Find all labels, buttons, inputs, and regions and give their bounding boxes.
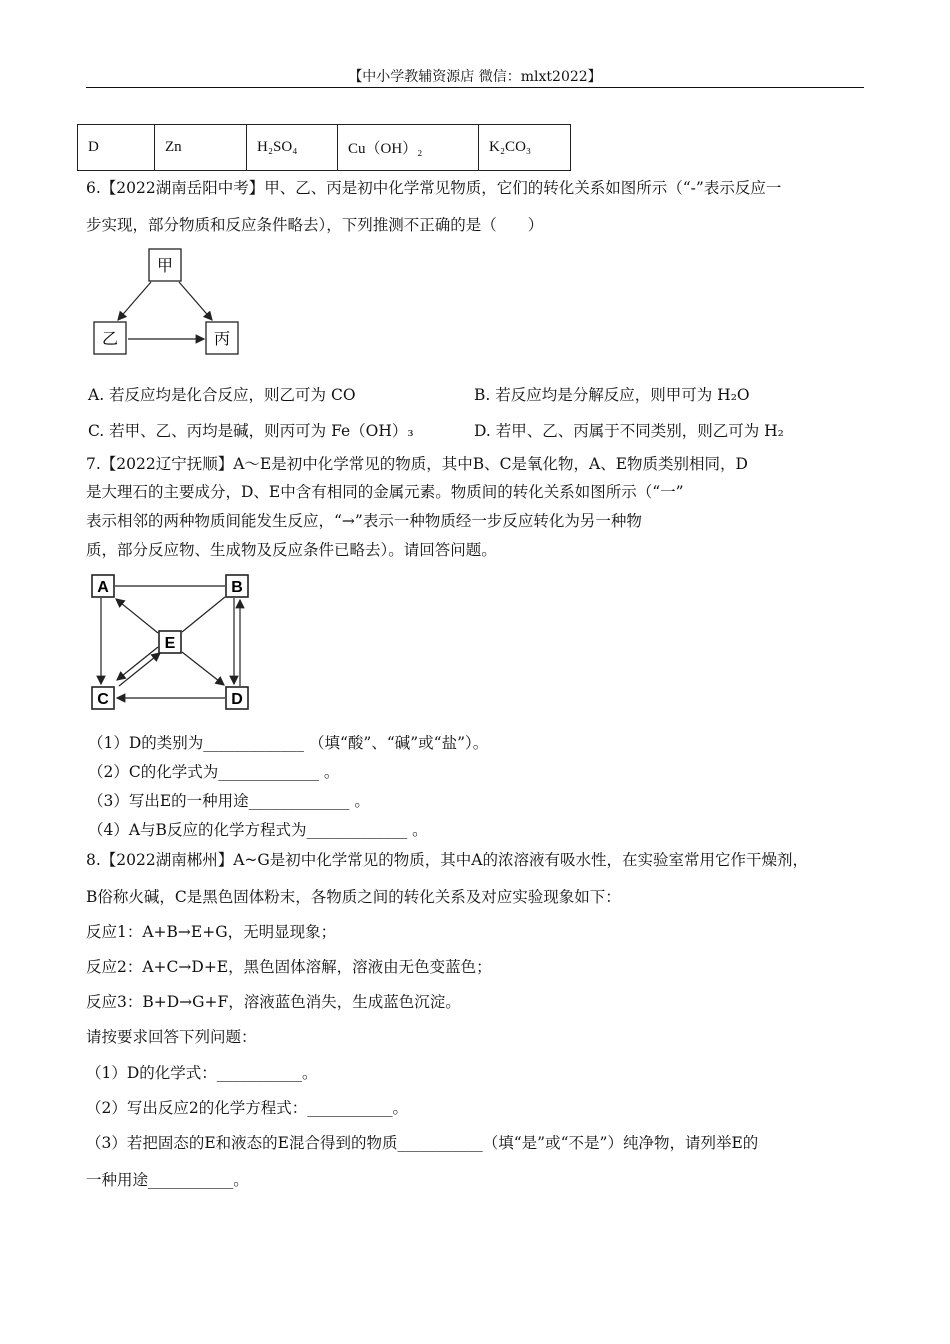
q6-option-c: C. 若甲、乙、丙均是碱，则丙可为 Fe（OH）₃ xyxy=(88,422,414,440)
table-cell: D xyxy=(78,125,155,171)
table-cell: Cu（OH）₂ xyxy=(338,125,479,171)
line-b-e xyxy=(182,597,225,632)
table-cell: K₂CO₃ xyxy=(479,125,571,171)
q7-sub1: （1）D的类别为_____________ （填“酸”、“碱”或“盐”）。 xyxy=(88,734,489,752)
q6-stem-line1: 6.【2022湖南岳阳中考】甲、乙、丙是初中化学常见物质，它们的转化关系如图所示（“-”表示反应一 xyxy=(86,179,782,197)
node-jia-label: 甲 xyxy=(156,258,174,275)
q7-stem-line2: 是大理石的主要成分，D、E中含有相同的金属元素。物质间的转化关系如图所示（“一” xyxy=(86,483,684,501)
arrow-e-a xyxy=(116,599,158,633)
q7-sub4: （4）A与B反应的化学方程式为_____________ 。 xyxy=(88,821,428,839)
q6-stem-line2: 步实现，部分物质和反应条件略去），下列推测不正确的是（ ） xyxy=(86,216,544,234)
q8-reaction-1: 反应1：A+B→E+G，无明显现象； xyxy=(86,923,337,941)
page-header: 【中小学教辅资源店 微信：mlxt2022】 xyxy=(348,69,602,85)
q8-prompt: 请按要求回答下列问题： xyxy=(86,1028,257,1046)
arrow-jia-yi xyxy=(118,282,151,320)
q6-diagram xyxy=(88,245,248,360)
q7-diagram xyxy=(86,570,256,715)
q6-option-b: B. 若反应均是分解反应，则甲可为 H₂O xyxy=(474,386,750,404)
q7-sub2: （2）C的化学式为_____________ 。 xyxy=(88,763,340,781)
header-rule xyxy=(86,87,864,88)
q8-reaction-2: 反应2：A+C→D+E，黑色固体溶解，溶液由无色变蓝色； xyxy=(86,958,492,976)
node-b-label: B xyxy=(231,579,243,596)
table-cell: H₂SO₄ xyxy=(247,125,338,171)
table-cell: Zn xyxy=(155,125,247,171)
q7-sub3: （3）写出E的一种用途_____________ 。 xyxy=(88,792,370,810)
arrow-e-c xyxy=(117,647,158,680)
q6-option-d: D. 若甲、乙、丙属于不同类别，则乙可为 H₂ xyxy=(474,422,784,440)
arrow-jia-bing xyxy=(179,282,212,320)
q7-stem-line1: 7.【2022辽宁抚顺】A～E是初中化学常见的物质，其中B、C是氧化物，A、E物质类别相同，D xyxy=(86,455,748,473)
node-a-label: A xyxy=(97,579,109,596)
q8-stem-line1: 8.【2022湖南郴州】A~G是初中化学常见的物质，其中A的浓溶液有吸水性，在实验室常用它作干燥剂， xyxy=(86,851,808,869)
q8-sub2: （2）写出反应2的化学方程式：___________。 xyxy=(86,1099,408,1117)
q8-sub3-line1: （3）若把固态的E和液态的E混合得到的物质___________（填“是”或“不是”）纯净物，请列举E的 xyxy=(86,1134,759,1152)
node-yi-label: 乙 xyxy=(101,331,119,348)
node-e-label: E xyxy=(164,635,176,652)
q6-option-a: A. 若反应均是化合反应，则乙可为 CO xyxy=(88,386,356,404)
q8-sub3-line2: 一种用途___________。 xyxy=(86,1171,249,1189)
node-bing-label: 丙 xyxy=(213,331,231,348)
q8-sub1: （1）D的化学式：___________。 xyxy=(86,1064,318,1082)
q8-stem-line2: B俗称火碱，C是黑色固体粉末，各物质之间的转化关系及对应实验现象如下： xyxy=(86,888,621,906)
node-c-label: C xyxy=(97,691,109,708)
node-d-label: D xyxy=(231,691,243,708)
q7-stem-line3: 表示相邻的两种物质间能发生反应，“→”表示一种物质经一步反应转化为另一种物 xyxy=(86,512,642,530)
q7-stem-line4: 质，部分反应物、生成物及反应条件已略去）。请回答问题。 xyxy=(86,541,497,559)
arrow-c-e xyxy=(119,653,160,686)
options-table-row xyxy=(77,124,571,171)
q8-reaction-3: 反应3：B+D→G+F，溶液蓝色消失，生成蓝色沉淀。 xyxy=(86,993,461,1011)
arrow-e-d xyxy=(182,652,224,685)
table-row xyxy=(78,125,571,171)
